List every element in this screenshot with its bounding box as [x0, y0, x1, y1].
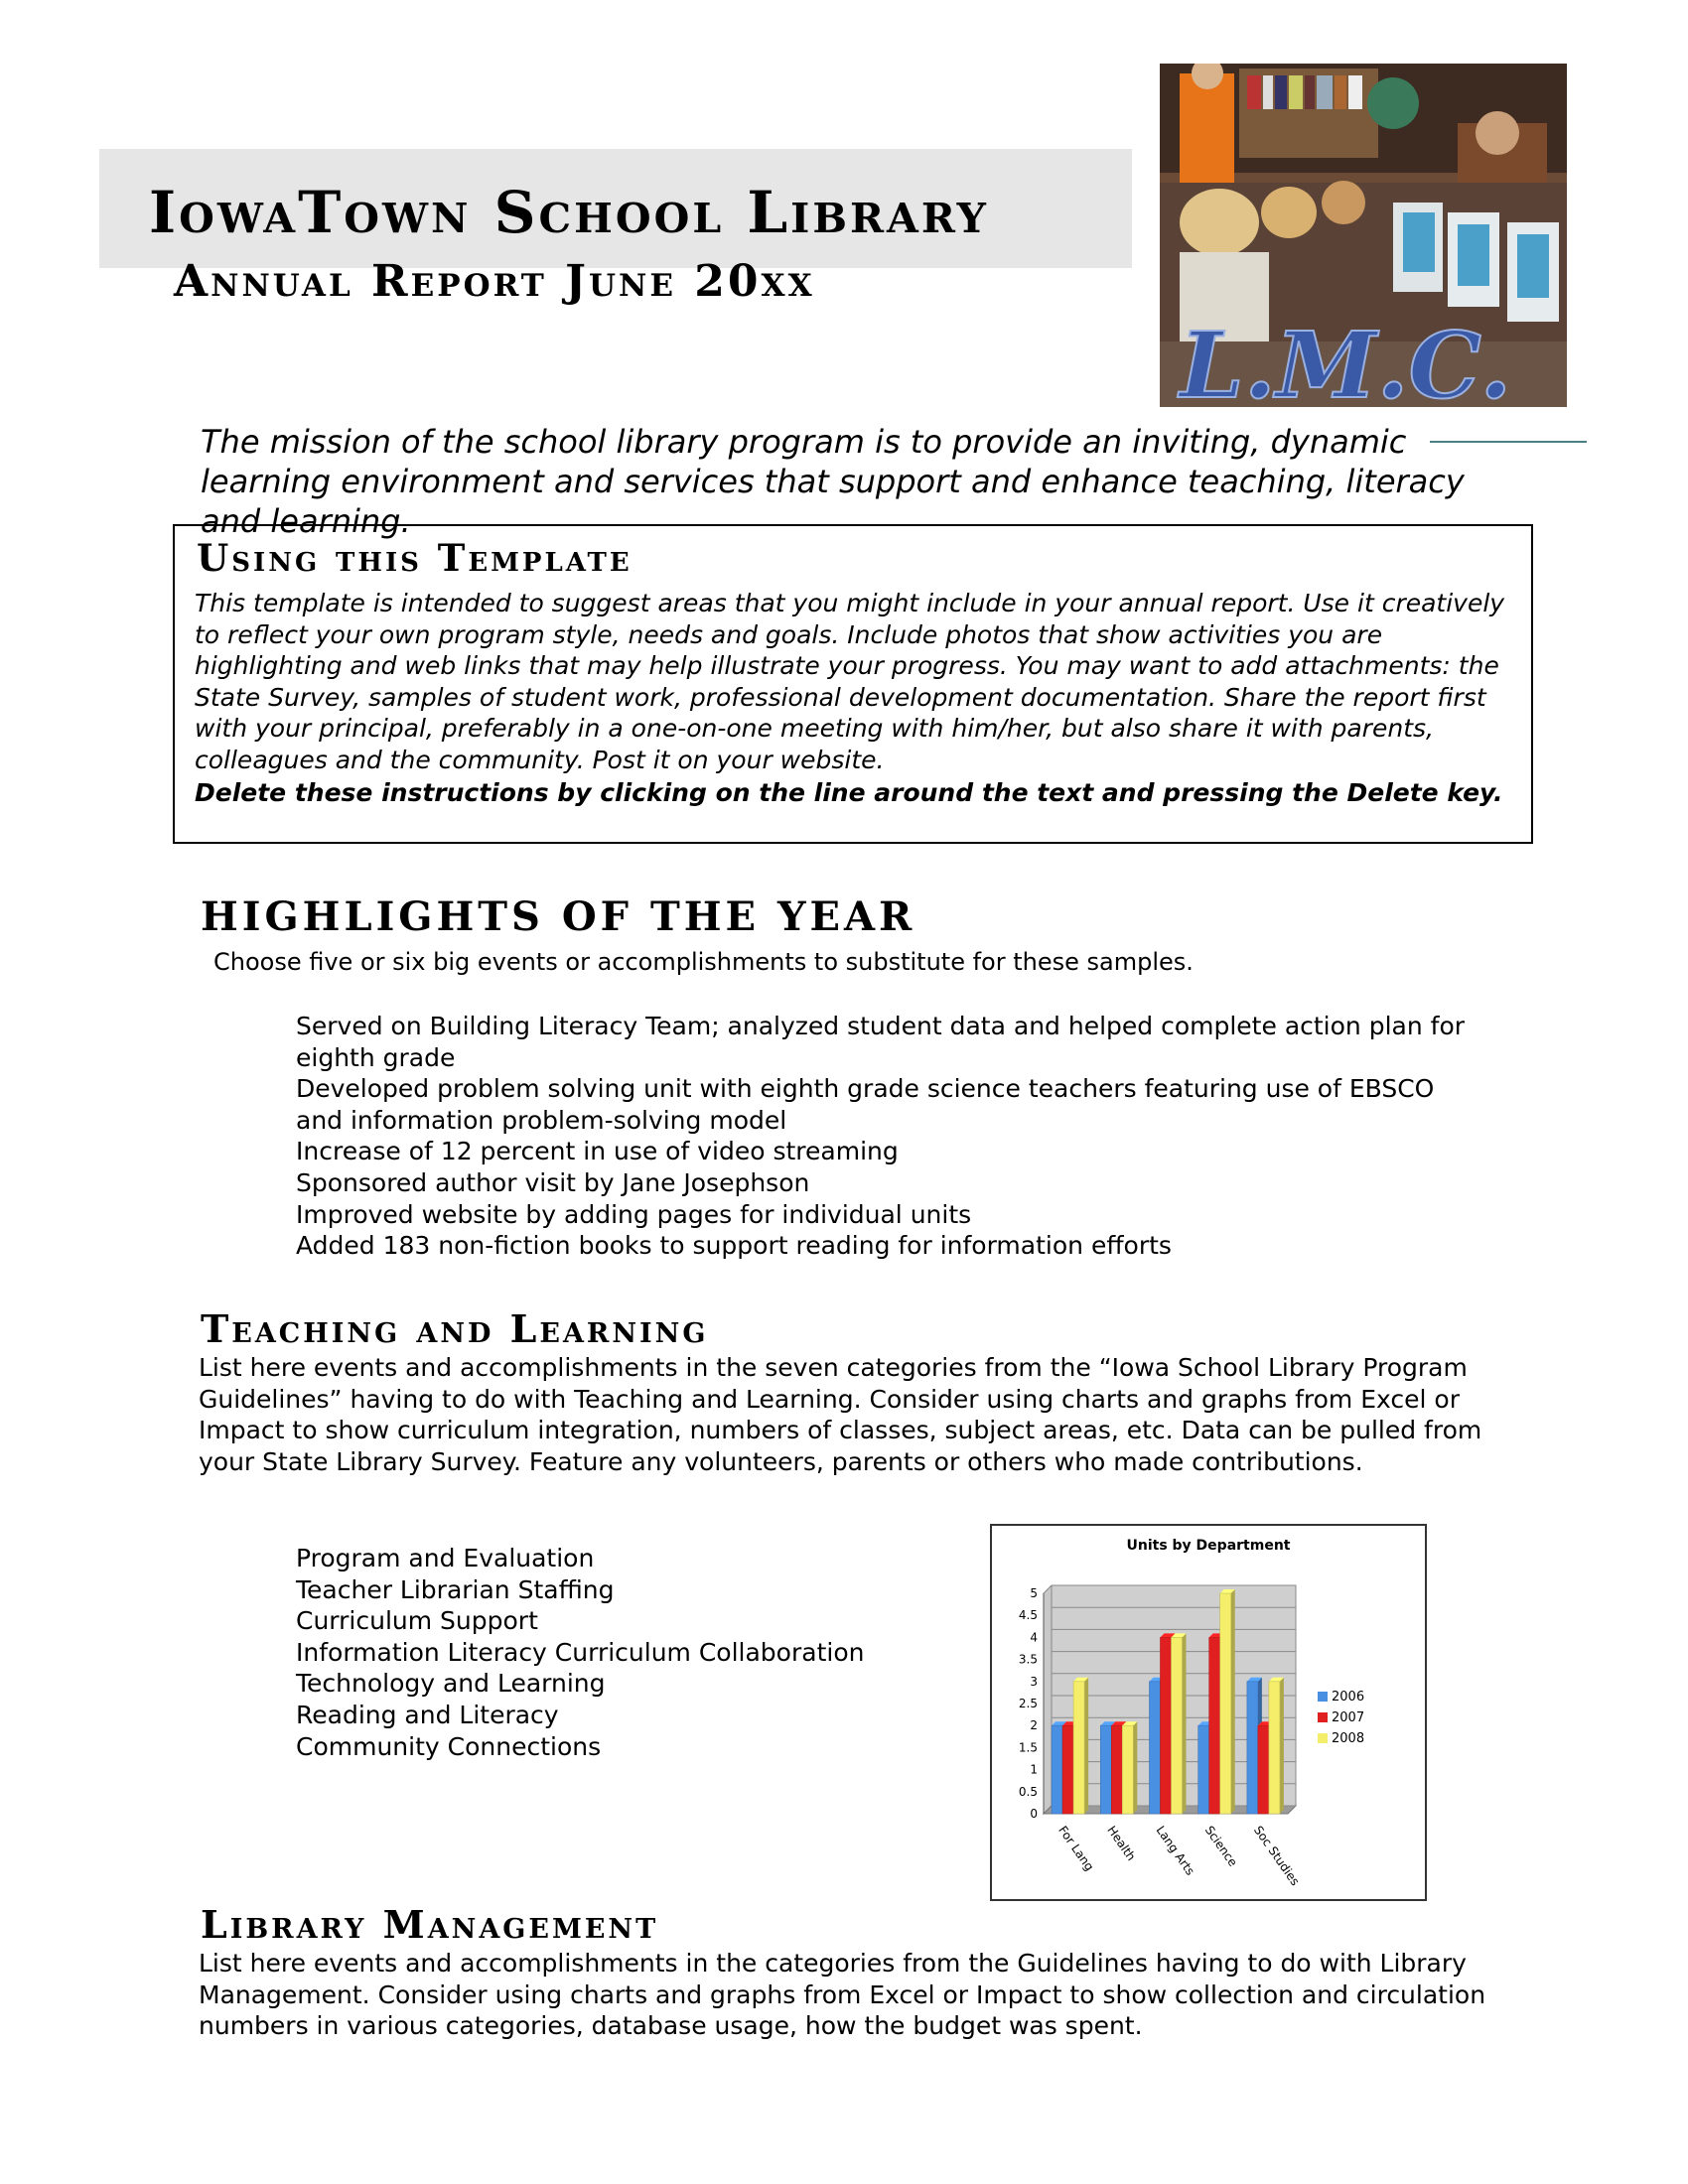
- bar-2008-lang-arts: [1172, 1637, 1183, 1814]
- bar-2006-soc-studies: [1247, 1682, 1258, 1814]
- page-subtitle: Annual Report June 20xx: [174, 256, 815, 307]
- list-item: Served on Building Literacy Team; analyzed student data and helped complete action plan for eighth grade: [296, 1012, 1466, 1072]
- svg-text:L.M.C.: L.M.C.: [1180, 312, 1512, 407]
- list-item: Curriculum Support: [296, 1606, 538, 1636]
- x-tick-label: Health: [1104, 1823, 1139, 1864]
- y-tick-label: 0: [1030, 1807, 1038, 1821]
- y-tick-label: 2: [1030, 1718, 1038, 1733]
- header-photo: [1160, 64, 1567, 407]
- bar-2007-science: [1209, 1637, 1220, 1814]
- list-item: Developed problem solving unit with eighth grade science teachers featuring use of EBSCO and information problem-solving model: [296, 1074, 1435, 1135]
- bar-2006-lang-arts: [1150, 1682, 1161, 1814]
- library-photo-illustration: [1160, 64, 1567, 407]
- bar-2007-lang-arts: [1161, 1637, 1172, 1814]
- management-body: List here events and accomplishments in the categories from the Guidelines having to do with Library Management. Consider using charts and graphs from Excel or Impact to show collection and circulation numbers in various categories, database usage, how the budget was spent.: [199, 1949, 1486, 2041]
- y-tick-label: 3: [1030, 1674, 1038, 1689]
- list-item: Information Literacy Curriculum Collaboration: [296, 1637, 865, 1667]
- template-body: This template is intended to suggest areas that you might include in your annual report. Use it creatively to reflect your own program style, needs and goals. Include photos that show activities you are highlighting and web links that may help illustrate your progress. You may want to add attachments: the State Survey, samples of student work, professional development documentation. Share the report first with your principal, preferably in a one-on-one meeting with him/her, but also share it with parents, colleagues and the community. Post it on your website.: [195, 589, 1505, 774]
- list-item: Technology and Learning: [296, 1669, 606, 1699]
- legend-label: 2006: [1332, 1690, 1365, 1705]
- highlights-intro: Choose five or six big events or accomplishments to substitute for these samples.: [213, 948, 1194, 976]
- x-tick-label: Lang Arts: [1153, 1823, 1197, 1878]
- bar-2006-science: [1198, 1725, 1209, 1814]
- y-tick-label: 0.5: [1018, 1784, 1038, 1799]
- bar-2006-health: [1100, 1725, 1111, 1814]
- chart-svg: [992, 1526, 1425, 1899]
- template-delete-note: Delete these instructions by clicking on the line around the text and pressing the Delete key.: [195, 778, 1503, 807]
- list-item: Increase of 12 percent in use of video streaming: [296, 1137, 899, 1166]
- bar-2008-science: [1220, 1593, 1231, 1814]
- y-tick-label: 1: [1030, 1762, 1038, 1777]
- page-title: IowaTown School Library: [149, 179, 989, 246]
- x-tick-label: For Lang: [1055, 1823, 1097, 1874]
- y-tick-label: 5: [1030, 1586, 1038, 1600]
- legend-swatch: [1318, 1692, 1328, 1702]
- list-item: Sponsored author visit by Jane Josephson: [296, 1167, 810, 1197]
- list-item: Reading and Literacy: [296, 1700, 559, 1729]
- bar-side: [1133, 1721, 1137, 1814]
- bar-2008-soc-studies: [1269, 1682, 1280, 1814]
- y-tick-label: 4.5: [1018, 1608, 1038, 1623]
- highlights-list: [296, 1011, 1487, 1262]
- y-tick-label: 1.5: [1018, 1740, 1038, 1755]
- legend-swatch: [1318, 1733, 1328, 1743]
- list-item: Program and Evaluation: [296, 1544, 595, 1572]
- y-tick-label: 4: [1030, 1630, 1038, 1645]
- legend-swatch: [1318, 1712, 1328, 1722]
- bar-2007-soc-studies: [1258, 1725, 1269, 1814]
- bar-side: [1231, 1589, 1235, 1814]
- x-tick-label: Soc Studies: [1250, 1823, 1303, 1888]
- bar-2008-health: [1122, 1725, 1133, 1814]
- highlights-heading: HIGHLIGHTS OF THE YEAR: [201, 893, 916, 940]
- list-item: Improved website by adding pages for individual units: [296, 1199, 972, 1229]
- decorative-rule: [1430, 441, 1587, 443]
- units-by-department-chart: [990, 1524, 1427, 1901]
- bar-2008-for-lang: [1073, 1682, 1084, 1814]
- chart-title: Units by Department: [1126, 1538, 1291, 1554]
- y-tick-label: 2.5: [1018, 1697, 1038, 1710]
- teaching-body: List here events and accomplishments in the seven categories from the “Iowa School Library Program Guidelines” having to do with Teaching and Learning. Consider using charts and graphs from Excel or Impact to show curriculum integration, numbers of classes, subject areas, etc. Data can be pulled from your State Library Survey. Feature any volunteers, parents or others who made contributions.: [199, 1353, 1482, 1476]
- bar-side: [1280, 1678, 1284, 1814]
- list-item: Added 183 non-fiction books to support reading for information efforts: [296, 1231, 1172, 1261]
- bar-2006-for-lang: [1052, 1725, 1062, 1814]
- bar-2007-for-lang: [1062, 1725, 1073, 1814]
- mission-statement: The mission of the school library program is to provide an inviting, dynamic learning environment and services that support and enhance teaching, literacy and learning.: [201, 423, 1465, 540]
- x-tick-label: Science: [1201, 1823, 1240, 1869]
- y-tick-label: 3.5: [1018, 1652, 1038, 1667]
- bar-2007-health: [1111, 1725, 1122, 1814]
- list-item: Teacher Librarian Staffing: [296, 1574, 615, 1604]
- list-item: Community Connections: [296, 1731, 602, 1761]
- management-heading: Library Management: [201, 1902, 659, 1947]
- bar-side: [1183, 1633, 1187, 1814]
- legend-label: 2008: [1332, 1731, 1365, 1746]
- bar-side: [1084, 1678, 1088, 1814]
- legend-label: 2007: [1332, 1710, 1365, 1725]
- template-heading: Using this Template: [197, 536, 633, 580]
- teaching-heading: Teaching and Learning: [201, 1306, 709, 1351]
